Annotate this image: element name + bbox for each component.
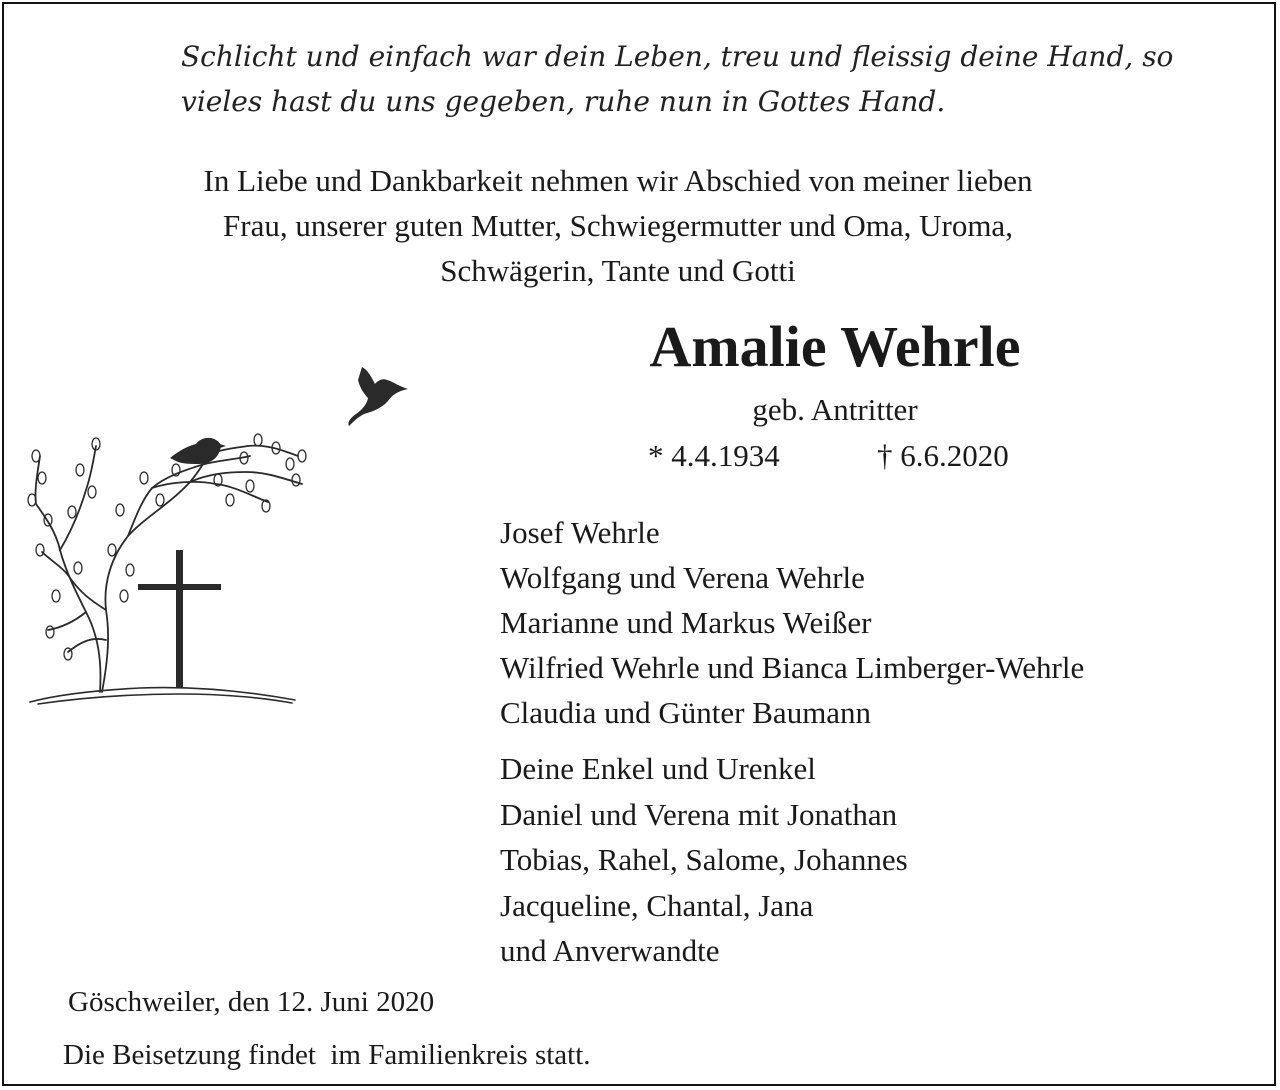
verse-line: Schlicht und einfach war dein Leben, treu und fleissig deine Hand, so xyxy=(181,40,1174,73)
tree-icon xyxy=(35,446,302,692)
intro-line: Frau, unserer guten Mutter, Schwiegermutter und Oma, Uroma, xyxy=(223,208,1013,243)
mourner-entry: Marianne und Markus Weißer xyxy=(500,605,872,640)
intro-line: In Liebe und Dankbarkeit nehmen wir Abschied von meiner lieben xyxy=(203,163,1033,198)
death-date: † 6.6.2020 xyxy=(877,438,1009,473)
mourner-entry: Wilfried Wehrle und Bianca Limberger-Wehrle xyxy=(500,650,1085,685)
grandchildren-entry: und Anverwandte xyxy=(500,933,720,968)
intro-line: Schwägerin, Tante und Gotti xyxy=(440,253,796,288)
memorial-illustration xyxy=(20,360,420,720)
verse xyxy=(181,34,1181,124)
grandchildren-list xyxy=(500,746,908,974)
mourners-list xyxy=(500,510,1084,735)
birth-name: geb. Antritter xyxy=(752,392,918,427)
cross-icon xyxy=(138,550,221,688)
bird-icon xyxy=(170,438,226,464)
mourner-entry: Wolfgang und Verena Wehrle xyxy=(500,560,865,595)
leaves-icon xyxy=(28,434,306,660)
verse-line: vieles hast du uns gegeben, ruhe nun in Gottes Hand. xyxy=(181,85,946,118)
burial-note: Die Beisetzung findet im Familienkreis statt. xyxy=(63,1039,591,1071)
deceased-name: Amalie Wehrle xyxy=(649,314,1021,379)
grandchildren-entry: Tobias, Rahel, Salome, Johannes xyxy=(500,842,908,877)
mourner-entry: Claudia und Günter Baumann xyxy=(500,695,872,730)
ground-icon xyxy=(30,688,295,705)
birth-date: * 4.4.1934 xyxy=(648,438,780,473)
place-date: Göschweiler, den 12. Juni 2020 xyxy=(68,986,435,1018)
grandchildren-entry: Jacqueline, Chantal, Jana xyxy=(500,887,814,923)
grandchildren-entry: Daniel und Verena mit Jonathan xyxy=(500,796,898,832)
mourner-entry: Josef Wehrle xyxy=(500,515,660,550)
grandchildren-entry: Deine Enkel und Urenkel xyxy=(500,751,816,786)
dove-icon xyxy=(348,367,408,426)
intro-text xyxy=(0,158,1236,293)
